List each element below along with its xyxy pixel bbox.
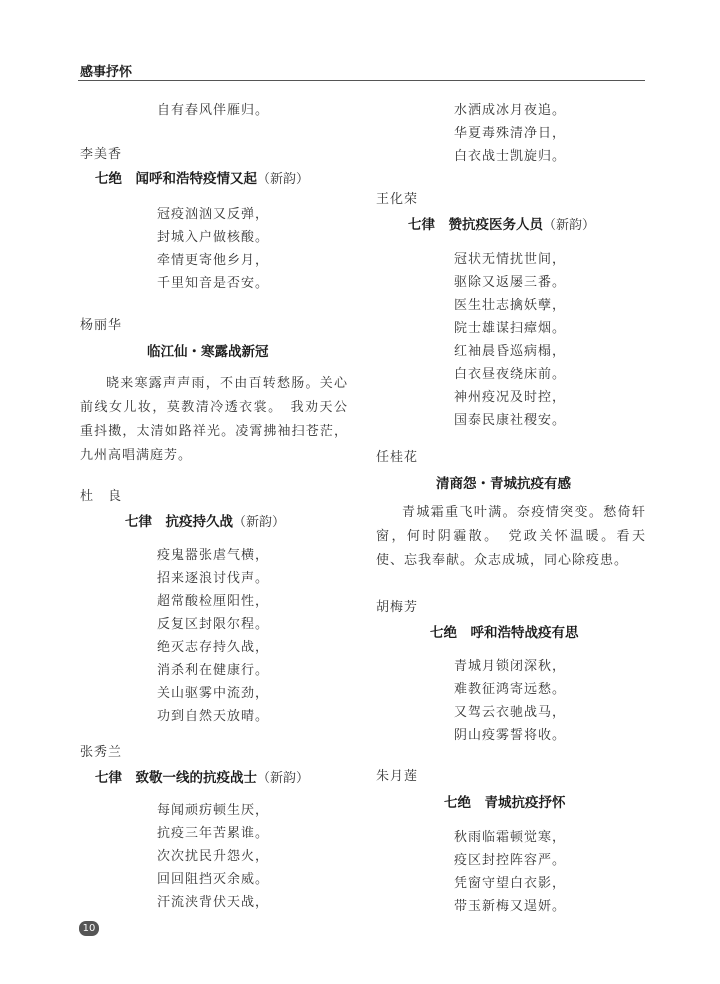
verse-line: 消杀利在健康行。: [157, 663, 270, 678]
verse-line: 封城入户做核酸。: [157, 230, 270, 245]
verse-line: 绝灭志存持久战，: [157, 640, 270, 655]
verse-line: 红袖晨昏巡病榻，: [454, 344, 567, 359]
poem-title: 七绝 青城抗疫抒怀: [444, 795, 566, 811]
author-name: 任桂花: [376, 450, 419, 465]
poem-title: 七律 抗疫持久战（新韵）: [125, 514, 286, 530]
poem-title: 清商怨・青城抗疫有感: [436, 476, 571, 492]
author-name: 杨丽华: [80, 318, 123, 333]
verse-line: 秋雨临霜顿觉寒，: [454, 830, 567, 845]
poem-title: 七律 致敬一线的抗疫战士（新韵）: [95, 770, 310, 786]
verse-line: 疫区封控阵容严。: [454, 853, 567, 868]
verse-line: 千里知音是否安。: [157, 276, 270, 291]
poem-title: 七律 赞抗疫医务人员（新韵）: [408, 217, 596, 233]
verse-line: 带玉新梅又逞妍。: [454, 899, 567, 914]
verse-line: 华夏毒殊清净日，: [454, 126, 567, 141]
verse-line: 牵情更寄他乡月，: [157, 253, 270, 268]
verse-line: 神州疫况及时控，: [454, 390, 567, 405]
verse-line: 功到自然天放晴。: [157, 709, 270, 724]
author-name: 王化荣: [376, 192, 419, 207]
verse-line: 次次扰民升怨火，: [157, 849, 270, 864]
verse-line: 招来逐浪讨伐声。: [157, 571, 270, 586]
verse-line: 医生壮志擒妖孽，: [454, 298, 567, 313]
verse-line: 青城月锁闭深秋，: [454, 659, 567, 674]
verse-line: 抗疫三年苦累谁。: [157, 826, 270, 841]
verse-line: 超常酸检厘阳性，: [157, 594, 270, 609]
verse-line: 又驾云衣驰战马，: [454, 705, 567, 720]
verse-line: 水洒成冰月夜追。: [454, 103, 567, 118]
verse-line: 回回阻挡灭余威。: [157, 872, 270, 887]
verse-line: 凭窗守望白衣影，: [454, 876, 567, 891]
prose-paragraph: 青城霜重飞叶满。奈疫情突变。愁倚轩窗，何时阴霾散。 党政关怀温暖。看天使、忘我奉献。众志成城，同心除疫患。: [376, 505, 646, 568]
prose-paragraph: 晓来寒露声声雨，不由百转愁肠。关心前线女儿妆，莫教清冷透衣裳。 我劝天公重抖擞，太清如路祥光。凌霄拂袖扫苍茫，九州高唱满庭芳。: [80, 376, 348, 463]
verse-line: 国泰民康社稷安。: [454, 413, 567, 428]
author-name: 杜 良: [80, 489, 123, 504]
poem-title: 七绝 呼和浩特战疫有思: [430, 625, 579, 641]
verse-line: 关山驱雾中流劲，: [157, 686, 270, 701]
verse-line: 汗流浃背伏天战，: [157, 895, 270, 910]
verse-line: 白衣战士凯旋归。: [454, 149, 567, 164]
verse-line: 冠状无情扰世间，: [454, 252, 567, 267]
author-name: 胡梅芳: [376, 600, 419, 615]
verse-line: 阴山疫雾誓将收。: [454, 728, 567, 743]
verse-line: 反复区封限尔程。: [157, 617, 270, 632]
author-name: 张秀兰: [80, 745, 123, 760]
verse-line: 白衣昼夜绕床前。: [454, 367, 567, 382]
author-name: 朱月莲: [376, 769, 419, 784]
header-divider: [78, 80, 645, 81]
verse-line: 冠疫汹汹又反弹，: [157, 207, 270, 222]
verse-line: 难教征鸿寄远愁。: [454, 682, 567, 697]
verse-line: 驱除又返屡三番。: [454, 275, 567, 290]
author-name: 李美香: [80, 147, 123, 162]
verse-line: 自有春风伴雁归。: [157, 103, 270, 118]
verse-line: 疫鬼嚣张虐气横，: [157, 548, 270, 563]
verse-line: 每闻顽疠顿生厌，: [157, 803, 270, 818]
verse-line: 院士雄谋扫瘴烟。: [454, 321, 567, 336]
poem-title: 临江仙・寒露战新冠: [147, 344, 269, 360]
section-title: 感事抒怀: [80, 65, 133, 80]
poem-title: 七绝 闻呼和浩特疫情又起（新韵）: [95, 171, 310, 187]
page-number: 10: [79, 921, 99, 936]
